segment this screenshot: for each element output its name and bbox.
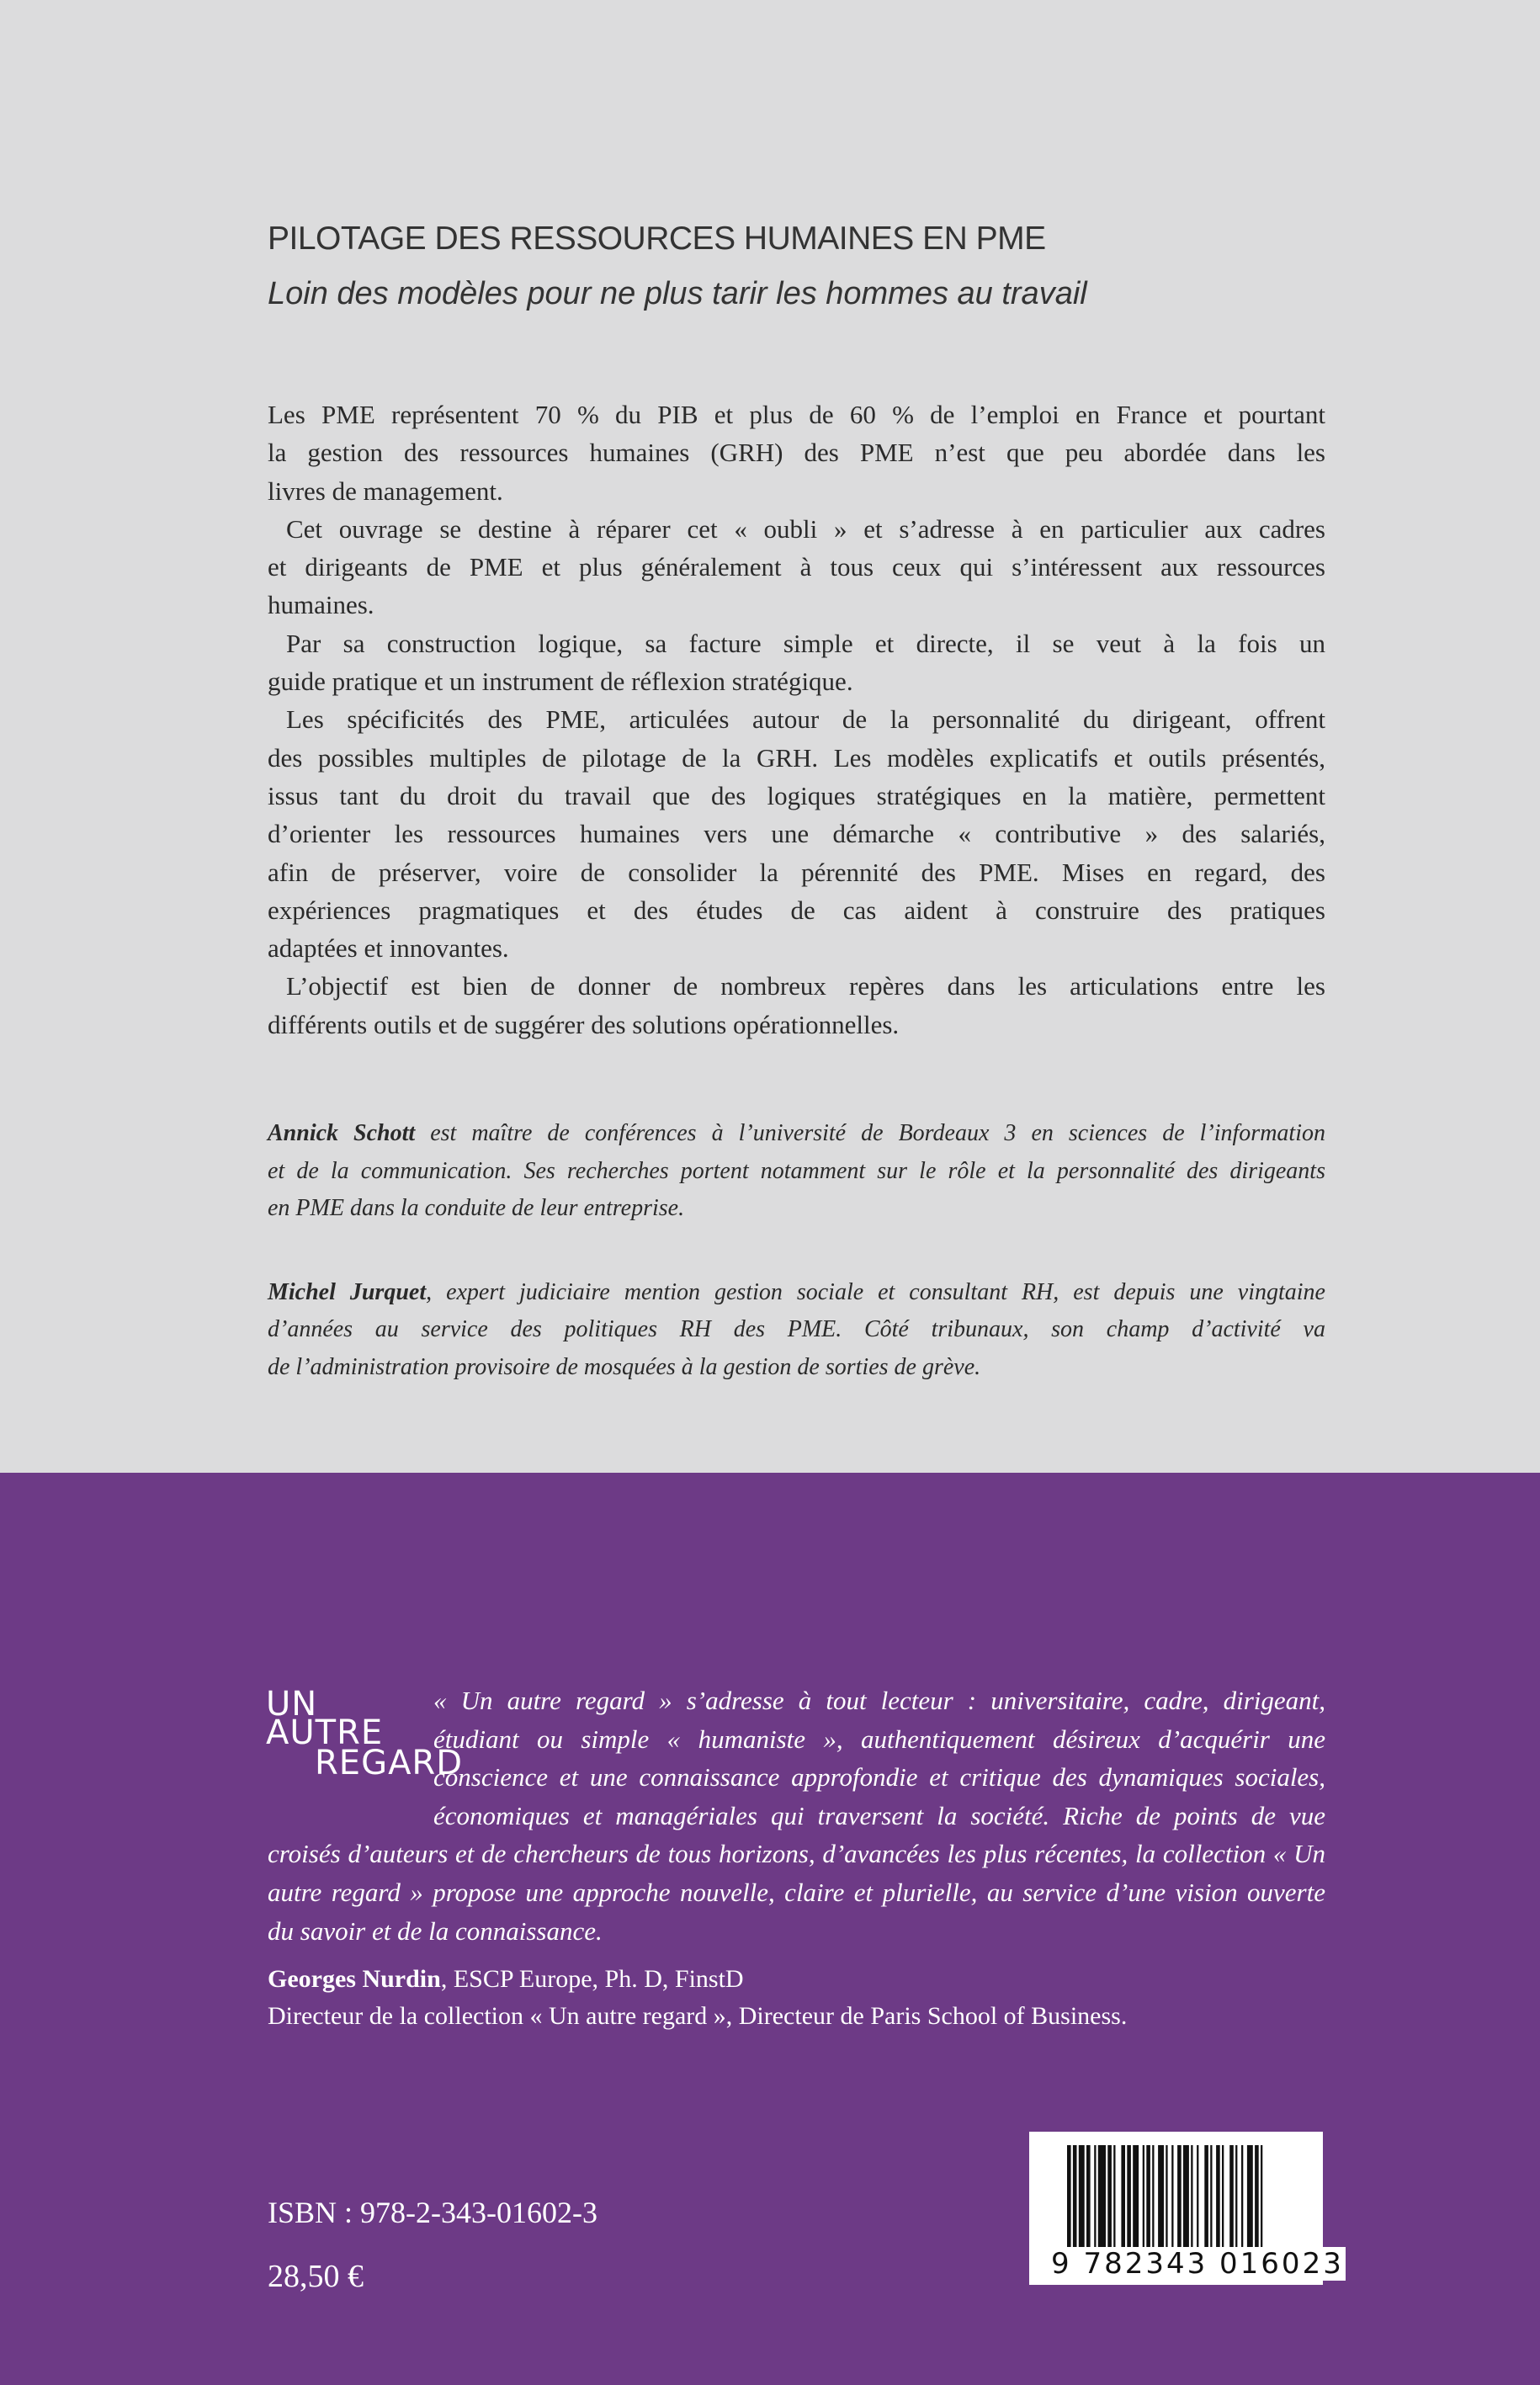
barcode-bar <box>1171 2145 1173 2248</box>
description-line: guide pratique et un instrument de réflexion stratégique. <box>268 667 853 697</box>
director-role: Directeur de la collection « Un autre regard », Directeur de Paris School of Business. <box>268 2002 1128 2030</box>
barcode-bar <box>1098 2145 1106 2248</box>
quote-line: autre regard » propose une approche nouvelle, claire et plurielle, au service d’une vision ouverte <box>268 1877 1325 1907</box>
quote-line: économiques et managériales qui traversent la société. Riche de points de vue <box>433 1800 1325 1830</box>
barcode-bar <box>1204 2145 1208 2248</box>
description-line: Les PME représentent 70 % du PIB et plus de 60 % de l’emploi en France et pourtant <box>268 400 1325 429</box>
barcode-bar <box>1107 2145 1112 2248</box>
barcode-bar <box>1216 2145 1220 2248</box>
barcode <box>1029 2132 1344 2285</box>
barcode-bar <box>1183 2145 1189 2248</box>
quote-line: conscience et une connaissance approfondie et critique des dynamiques sociales, <box>433 1762 1325 1793</box>
barcode-bar <box>1086 2145 1091 2248</box>
author-bio-line: en PME dans la conduite de leur entreprise. <box>268 1195 685 1221</box>
author-bios <box>268 1115 1325 1386</box>
isbn: ISBN : 978-2-343-01602-3 <box>268 2196 597 2229</box>
collection-quote <box>268 1681 1325 1950</box>
barcode-bar <box>1146 2145 1150 2248</box>
barcode-bar <box>1235 2145 1237 2248</box>
description-line: L’objectif est bien de donner de nombreux repères dans les articulations entre les <box>286 971 1325 1001</box>
barcode-bar <box>1158 2145 1164 2248</box>
description-line: et dirigeants de PME et plus généralement à tous ceux qui s’intéressent aux ressources <box>268 552 1325 582</box>
barcode-bar <box>1113 2145 1115 2248</box>
description-line: Cet ouvrage se destine à réparer cet « oubli » et s’adresse à en particulier aux cadres <box>286 513 1325 544</box>
logo-word: AUTRE <box>266 1713 384 1752</box>
director-credentials: , ESCP Europe, Ph. D, FinstD <box>440 1965 744 1993</box>
barcode-bar <box>1079 2145 1085 2248</box>
barcode-bar <box>1127 2145 1131 2248</box>
book-subtitle: Loin des modèles pour ne plus tarir les hommes au travail <box>268 276 1087 311</box>
barcode-bar <box>1197 2145 1198 2248</box>
barcode-bar <box>1152 2145 1154 2248</box>
author-bio-text: , expert judiciaire mention gestion sociale et consultant RH, est depuis une vingtaine <box>426 1278 1325 1305</box>
logo-word: UN <box>266 1685 318 1724</box>
barcode-bar <box>1133 2145 1139 2248</box>
book-title: PILOTAGE DES RESSOURCES HUMAINES EN PME <box>268 220 1046 257</box>
barcode-bar <box>1247 2145 1253 2248</box>
barcode-bar <box>1121 2145 1125 2248</box>
description-line: issus tant du droit du travail que des logiques stratégiques en la matière, permettent <box>268 780 1325 810</box>
author-name: Michel Jurquet <box>268 1278 427 1305</box>
book-description <box>268 396 1325 1044</box>
barcode-bar <box>1177 2145 1182 2248</box>
director-name: Georges Nurdin <box>268 1965 441 1993</box>
quote-line: étudiant ou simple « humaniste », authentiquement désireux d’acquérir une <box>433 1724 1325 1754</box>
barcode-bar <box>1210 2145 1212 2248</box>
quote-line: du savoir et de la connaissance. <box>268 1915 603 1946</box>
description-line: différents outils et de suggérer des solutions opérationnelles. <box>268 1009 900 1039</box>
barcode-bar <box>1255 2145 1259 2248</box>
barcode-bar <box>1241 2145 1243 2248</box>
logo-word: REGARD <box>315 1744 464 1782</box>
description-line: d’orienter les ressources humaines vers une démarche « contributive » des salariés, <box>268 819 1325 849</box>
author-bio-line <box>268 1115 1325 1153</box>
author-bio-line <box>268 1274 1325 1312</box>
author-bio-text: est maître de conférences à l’université de Bordeaux 3 en sciences de l’information <box>415 1120 1325 1146</box>
author-name: Annick Schott <box>268 1120 416 1146</box>
barcode-bar <box>1222 2145 1224 2248</box>
quote-line: « Un autre regard » s’adresse à tout lecteur : universitaire, cadre, dirigeant, <box>433 1686 1325 1715</box>
barcode-bar <box>1094 2145 1096 2248</box>
description-line: humaines. <box>268 590 374 620</box>
barcode-bar <box>1229 2145 1234 2248</box>
collection-director <box>268 1961 1127 2035</box>
quote-line: croisés d’auteurs et de chercheurs de tous horizons, d’avancées les plus récentes, la collection « Un <box>268 1839 1325 1869</box>
description-line: Par sa construction logique, sa facture simple et directe, il se veut à la fois un <box>286 628 1325 658</box>
description-line: la gestion des ressources humaines (GRH) des PME n’est que peu abordée dans les <box>268 438 1325 468</box>
barcode-bar <box>1143 2145 1144 2248</box>
barcode-digits: 9 782343 016023 <box>1051 2247 1344 2281</box>
barcode-bar <box>1191 2145 1192 2248</box>
description-line: adaptées et innovantes. <box>268 933 509 964</box>
author-bio-line: et de la communication. Ses recherches portent notamment sur le rôle et la personnalité des dirigeants <box>268 1157 1325 1184</box>
description-line: Les spécificités des PME, articulées autour de la personnalité du dirigeant, offrent <box>286 704 1325 735</box>
description-line: expériences pragmatiques et des études de cas aident à construire des pratiques <box>268 895 1325 925</box>
author-bio-line: de l’administration provisoire de mosquées à la gestion de sorties de grève. <box>268 1353 981 1380</box>
description-line: afin de préserver, voire de consolider la pérennité des PME. Mises en regard, des <box>268 857 1325 887</box>
author-bio-line: d’années au service des politiques RH des PME. Côté tribunaux, son champ d’activité va <box>268 1316 1325 1342</box>
price: 28,50 € <box>268 2259 364 2294</box>
description-line: livres de management. <box>268 475 503 506</box>
description-line: des possibles multiples de pilotage de la GRH. Les modèles explicatifs et outils présentés, <box>268 742 1325 773</box>
